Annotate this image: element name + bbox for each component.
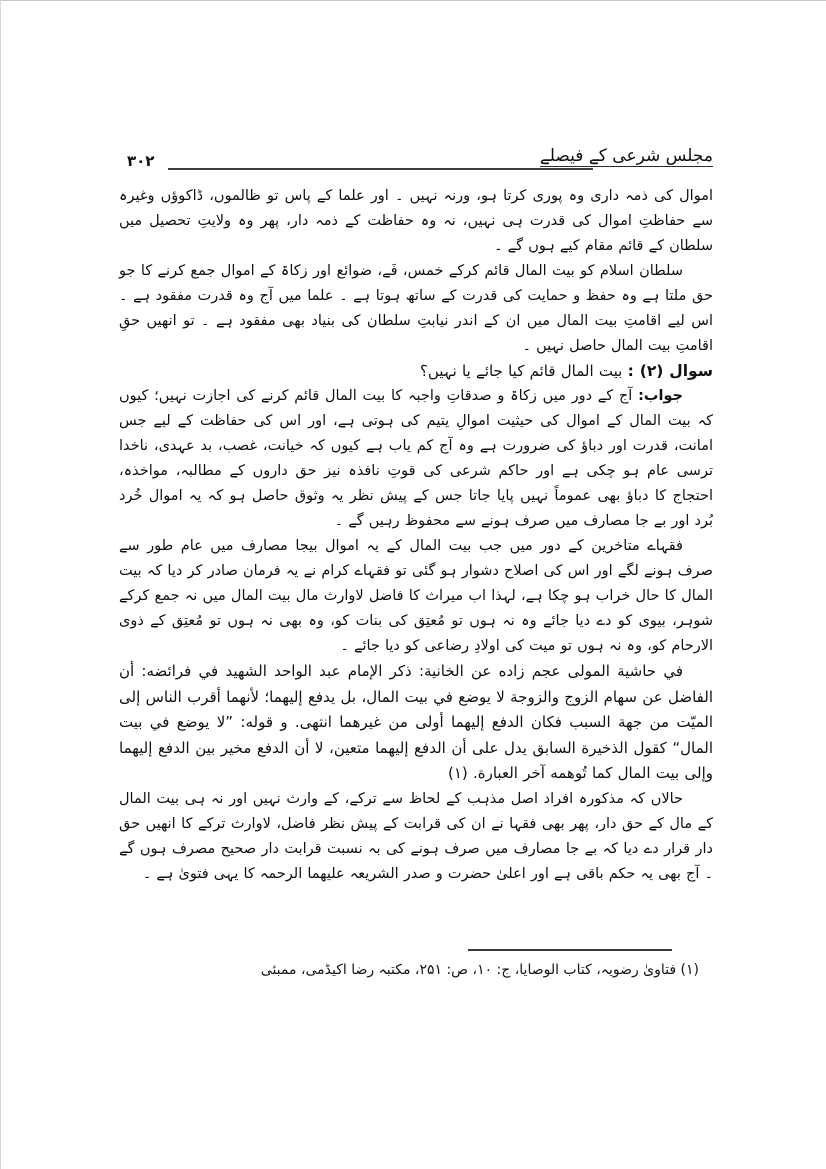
paragraph-sultan-islam: سلطان اسلام کو بیت المال قائم کرکے خمس، فَے، ضوائع اور زکاۃ کے اموال جمع کرنے کا جو حق ملتا ہے وہ حفظ و حمایت کی قدرت کے ساتھ ہوتا ہے ۔ علما میں آج وہ قدرت مفقود ہے ۔ اس لیے اقامتِ بیت المال میں ان کے اندر نیابتِ سلطان کی بنیاد بھی مفقود ہے ۔ تو انھیں حقِ اقامتِ بیت المال حاصل نہیں ۔ [119,263,713,354]
page-header [119,147,713,177]
footnote [119,959,713,981]
question-heading [119,359,713,384]
paragraph-continuation: اموال کی ذمہ داری وہ پوری کرتا ہو، ورنہ نہیں ۔ اور علما کے پاس تو ظالموں، ڈاکوؤں وغیرہ سے حفاظتِ اموال کی قدرت ہی نہیں، نہ وہ حفاظت کے ذمہ دار، پھر وہ ولایتِ تحصیل میں سلطان کے قائم مقام کیے ہوں گے ۔ [119,188,713,254]
footnote-separator [468,949,672,951]
arabic-quotation: في حاشية المولى عجم زاده عن الخانية: ذكر الإمام عبد الواحد الشهيد في فرائضه: أن الفاضل عن سهام الزوج والزوجة لا يوضع في بيت المال، بل يدفع إليهما؛ لأنهما أقرب الناس إلى الميّت من جهة السبب فكان الدفع إليهما أولى من غيرهما انتهى. و قوله: ”لا يوضع في بيت المال“ كقول الذخيرة السابق يدل على أن الدفع إليهما متعين، لا أن الدفع مخير بين الدفع إليهما وإلى بيت المال كما تُوهمه آخر العبارة. (۱) [119,662,713,782]
answer-text: آج کے دور میں زکاۃ و صدقاتِ واجبہ کا بیت المال قائم کرنے کی اجازت نہیں؛ کیوں کہ بیت المال کے اموال کی حیثیت اموالِ یتیم کی ہوتی ہے، اور اس کی حفاظت کے لیے جس امانت، قدرت اور دباؤ کی ضرورت ہے وہ آج کم یاب ہے کیوں کہ خیانت، غصب، بد عہدی، ناخدا ترسی عام ہو چکی ہے اور حاکم شرعی کی قوتِ نافذہ نیز حق داروں کے مطالبہ، مواخذہ، احتجاج کا دباؤ بھی عموماً نہیں پایا جاتا جس کے پیش نظر یہ وثوق حاصل ہو کہ یہ اموال خُرد بُرد اور بے جا مصارف میں صرف ہونے سے محفوظ رہیں گے ۔ [119,388,713,529]
footnote-area [119,949,713,981]
paragraph-conclusion: حالاں کہ مذکورہ افراد اصل مذہب کے لحاظ سے ترکے، کے وارث نہیں اور نہ ہی بیت المال کے مال کے حق دار، پھر بھی فقہا نے ان کی قرابت کے پیش نظر فاضل، لاوارث ترکے کا انھیں حق دار قرار دے دیا کہ بے جا مصارف میں صرف ہونے کی بہ نسبت قرابت دار صحیح مصرف ہوں گے ۔ آج بھی یہ حکم باقی ہے اور اعلیٰ حضرت و صدر الشریعہ علیھما الرحمہ کا یہی فتویٰ ہے ۔ [119,790,713,882]
page-number: ۳۰۲ [127,152,155,170]
paragraph-fuqaha: فقہاے متاخرین کے دور میں جب بیت المال کے یہ اموال بیجا مصارف میں عام طور سے صرف ہونے لگے اور اس کی اصلاح دشوار ہو گئی تو فقہاے کرام نے یہ فرمان صادر کر دیا کہ بیت المال کا حال خراب ہو چکا ہے، لہذا اب میراث کا فاضل لاوارث مال بیت المال میں نہ جمع کرکے شوہر، بیوی کو دے دیا جائے وہ نہ ہوں تو مُعتِق کی بنات کو، وہ بھی نہ ہوں تو مُعتِق کے ذوی الارحام کو، وہ نہ ہوں تو میت کی اولادِ رضاعی کو دیا جائے ۔ [119,538,713,654]
header-rule [168,168,593,170]
answer-paragraph [119,384,713,534]
question-label: سوال (۲) : [627,362,713,380]
footnote-marker: (۱) [680,962,699,978]
question-text: بیت المال قائم کیا جائے یا نہیں؟ [419,362,623,380]
footnote-reference: فتاویٰ رضویہ، کتاب الوصایا، ج: ۱۰، ص: ۲۵۱، مکتبہ رضا اکیڈمی، ممبئی [260,962,677,978]
book-title: مجلس شرعی کے فیصلے [539,146,713,166]
page-body [119,184,713,887]
answer-label: جواب: [638,388,683,404]
